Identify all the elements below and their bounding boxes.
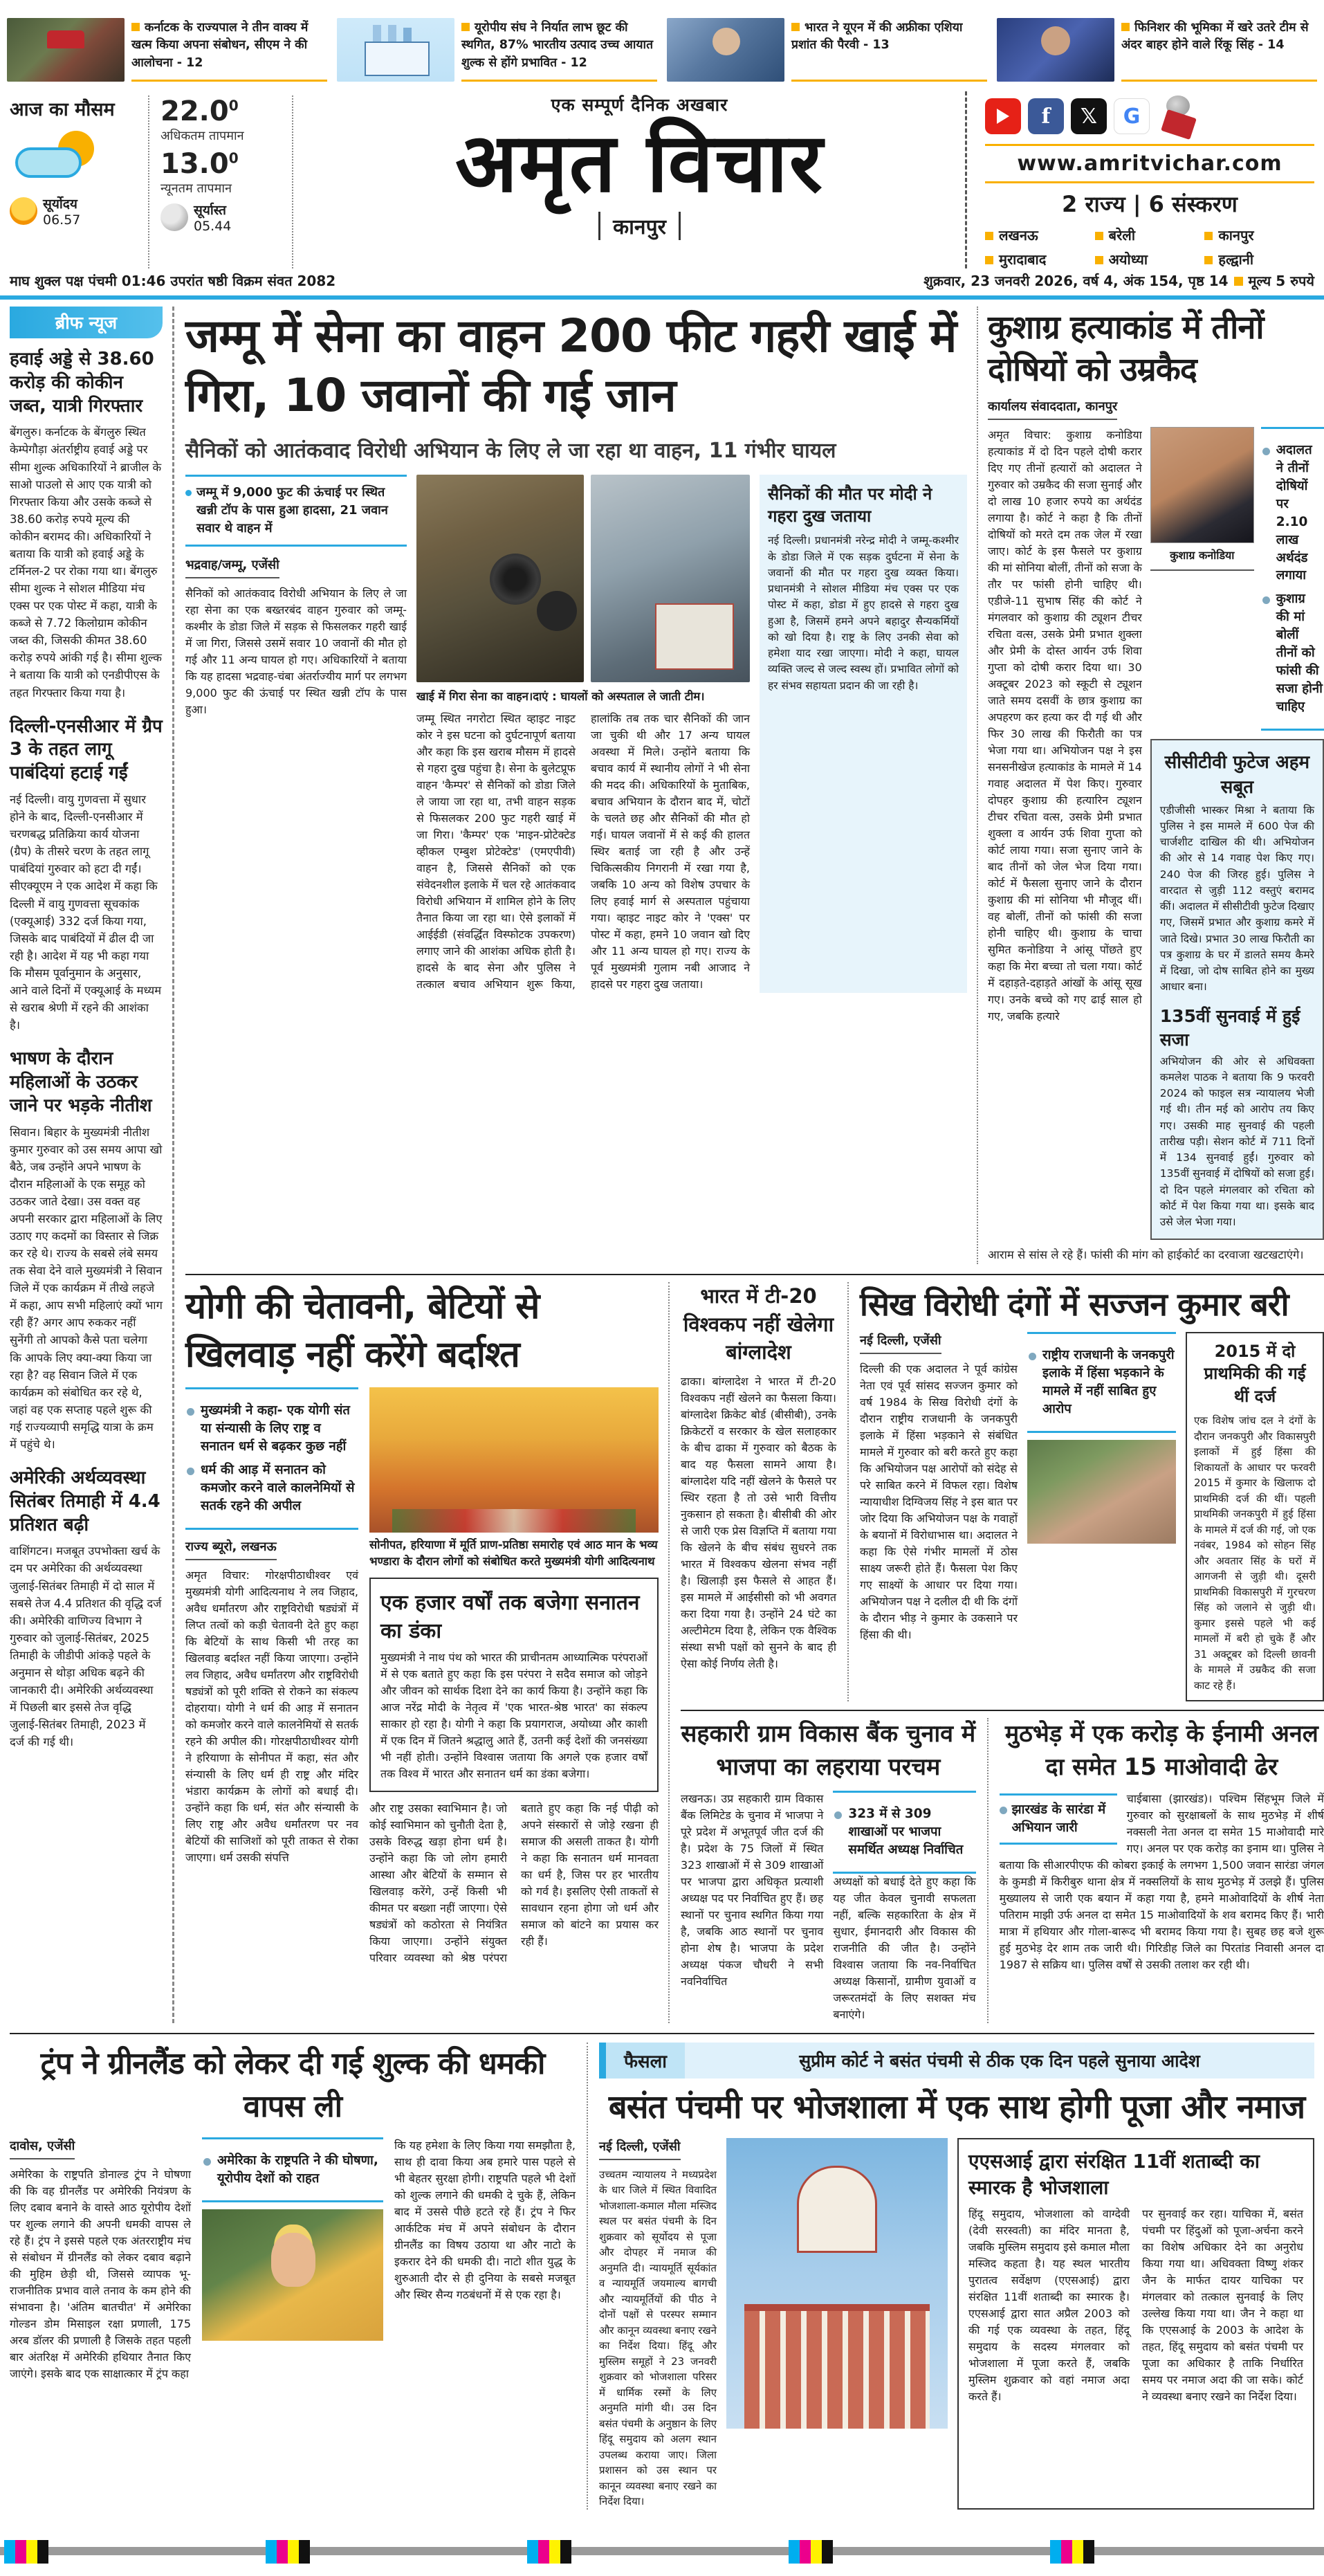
trump-story[interactable] (10, 2043, 588, 2509)
lead-headline: जम्मू में सेना का वाहन 200 फीट गहरी खाई में गिरा, 10 जवानों की गई जान (185, 309, 957, 422)
main-area (174, 307, 1324, 2023)
sidebar-headline: अमेरिकी अर्थव्यवस्था सितंबर तिमाही में 4.4 प्रतिशत बढ़ी (10, 1468, 160, 1535)
trump-bullet-box (202, 2137, 383, 2202)
weather-box (10, 91, 314, 268)
fir-box (1186, 1332, 1324, 1701)
t20-body: ढाका। बांग्लादेश ने भारत में टी-20 विश्वकप नहीं खेलने का फैसला किया। बांग्लादेश क्रिकेट बोर्ड (बीसीबी), उनके क्रिकेटरों व सरकार के खेल सलाहकार के बीच ढाका में गुरुवार को बैठक के बाद यह फैसला सामने आया है। बांग्लादेश यदि नहीं खेलने के फैसले पर स्थिर रहता है तो उसे भारी वित्तीय नुकसान हो सकता है। बीसीबी की ओर से जारी एक प्रेस विज्ञप्ति में बताया गया कि खेलने के बीच संबंध सुधरने तक भारत में विश्वकप खेलना संभव नहीं है। खिलाड़ी इस फैसले से आहत हैं। इस मामले में आईसीसी को भी अवगत करा दिया गया है। उन्होंने 24 घंटे का अल्टीमेटम दिया है, लेकिन एक वैश्विक संस्था सभी पक्षों को सुनने के बाद ही ऐसा कोई निर्णय लेती है। (681, 1374, 836, 1670)
sun-cloud-icon (10, 128, 113, 190)
sajjan-bullet-box (1027, 1332, 1176, 1433)
facebook-icon[interactable]: f (1028, 98, 1064, 134)
crash-site-photo (416, 475, 584, 682)
yogi-photo-caption: सोनीपत, हरियाणा में मूर्ति प्राण-प्रतिष्ठा समारोह एवं आठ मान के भव्य भण्डारा के दौरान लोगों को संबोधित करते मुख्यमंत्री योगी आदित्यनाथ (369, 1538, 658, 1568)
social-icons (985, 95, 1314, 137)
sunrise-label: सूर्योदय (43, 197, 77, 212)
logo-area (314, 91, 965, 268)
bullet-square-icon (131, 23, 140, 31)
coop-body-col2: अध्यक्षों को बधाई देते हुए कहा कि यह जीत केवल चुनावी सफलता नहीं, बल्कि सहकारिता के क्षेत्र में सुधार, ईमानदारी और विकास की राजनीति की जीत है। उन्होंने विश्वास जताया कि नव-निर्वाचित अध्यक्ष किसानों, ग्रामीण युवाओं व जरूरतमंदों के लिए सशक्त मंच बनाएंगे। (833, 1875, 976, 2022)
edition-item: मुरादाबाद (985, 250, 1095, 268)
cctv-evidence-box (1150, 739, 1324, 1241)
top-briefs-strip (0, 0, 1324, 86)
lead-photo-caption: खाई में गिरा सेना का वाहन।दाएं : घायलों को अस्पताल ले जाती टीम। (416, 689, 705, 703)
masthead-rule (0, 295, 1324, 300)
rescue-photo (591, 475, 750, 682)
bhojshala-kicker: सुप्रीम कोर्ट ने बसंत पंचमी से ठीक एक दिन पहले सुनाया आदेश (685, 2043, 1314, 2079)
bhojshala-body: उच्चतम न्यायालय ने मध्यप्रदेश के धार जिले में स्थित विवादित भोजशाला-कमाल मौला मस्जिद स्थल पर बसंत पंचमी के दिन शुक्रवार को सूर्योदय से पूजा और दोपहर में नमाज की अनुमति दी। न्यायमूर्ति सूर्यकांत व न्यायमूर्ति जयमाल्य बागची और न्यायमूर्तियों की पीठ ने दोनों पक्षों से परस्पर सम्मान और कानून व्यवस्था बनाए रखने का निर्देश दिया। हिंदू और मुस्लिम समूहों ने 23 जनवरी शुक्रवार को भोजशाला परिसर में धार्मिक रस्मों के लिए अनुमति मांगी थी। उस दिन बसंत पंचमी के अनुष्ठान के लिए हिंदू समुदाय को अलग स्थान उपलब्ध कराया जाए। जिला प्रशासन को उस स्थान पर कानून व्यवस्था बनाए रखने का निर्देश दिया। (599, 2168, 717, 2508)
trump-body-col2: कि यह हमेशा के लिए किया गया समझौता है, साथ ही दावा किया अब हमारे पास पहले से भी बेहतर सुरक्षा होगी। राष्ट्रपति पहले भी देशों को शुल्क लगाने की धमकी दे चुके हैं, लेकिन बाद में उससे पीछे हटते रहे हैं। ट्रंप ने फिर आर्कटिक मंच में अपने संबोधन के दौरान ग्रीनलैंड का विषय उठाया था और नाटो के इकरार देने की धमकी दी। नाटो शीत युद्ध के शुरुआती दौर से ही दुनिया के सबसे मजबूत और स्थिर सैन्य गठबंधनों में से एक रहा है। (394, 2139, 576, 2302)
asi-box-col1: हिंदू समुदाय, भोजशाला को वाग्देवी (देवी सरस्वती) का मंदिर मानता है, जबकि मुस्लिम समुदाय इसे कमाल मौला मस्जिद कहता है। यह स्थल भारतीय पुरातत्व सर्वेक्षण (एएसआई) द्वारा संरक्षित 11वीं शताब्दी का स्मारक है। एएसआई द्वारा सात अप्रैल 2003 को की गई एक व्यवस्था के तहत, हिंदू समुदाय के सदस्य मंगलवार को भोजशाला में पूजा करते हैं, जबकि मुस्लिम शुक्रवार को वहां नमाज अदा करते हैं। (968, 2207, 1130, 2403)
fir-box-body: एक विशेष जांच दल ने दंगों के दौरान जनकपुरी और विकासपुरी इलाकों में हुई हिंसा की शिकायतों के आधार पर फरवरी 2015 में कुमार के खिलाफ दो प्राथमिकी दर्ज की थीं। पहली प्राथमिकी जनकपुरी में हुई हिंसा के मामले में दर्ज की गई, जो एक नवंबर, 1984 को सोहन सिंह और अवतार सिंह के घरों में आगजनी से जुड़ी थी। दूसरी प्राथमिकी विकासपुरी में गुरचरण सिंह को जलाने से जुड़ी थी। कुमार इससे पहले भी कई मामलों में बरी हो चुके हैं और 31 अक्टूबर को दिल्ली छावनी के मामले में उम्रकैद की सजा काट रहे हैं। (1194, 1414, 1316, 1692)
min-temp-label: न्यूनतम तापमान (160, 181, 232, 196)
cmyk-registration-mark (527, 2540, 571, 2564)
modi-reaction-box[interactable] (760, 475, 967, 993)
t20-story[interactable] (681, 1282, 836, 1701)
yogi-story[interactable] (185, 1282, 670, 2023)
top-brief-1[interactable] (7, 18, 327, 82)
brief-news-tab: ब्रीफ न्यूज (10, 307, 163, 338)
sidebar-story-nitish[interactable] (10, 1048, 163, 1453)
governor-photo (7, 18, 125, 82)
top-brief-text: कर्नाटक के राज्यपाल ने तीन वाक्य में खत्म किया अपना संबोधन, सीएम ने की आलोचना - 12 (131, 18, 327, 82)
sanatan-box-body: मुख्यमंत्री ने नाथ पंथ को भारत की प्राचीनतम आध्यात्मिक परंपराओं में से एक बताते हुए कहा कि इस परंपरा ने सदैव समाज को जोड़ने और जीवन को सार्थक दिशा देने का कार्य किया है। उन्होंने कहा कि आज नरेंद्र मोदी के नेतृत्व में 'एक भारत-श्रेष्ठ भारत' का संकल्प साकार हो रहा है। योगी ने कहा कि प्रयागराज, अयोध्या और काशी में एक दिन में जितने श्रद्धालु आते हैं, उतनी कई देशों की जनसंख्या भी नहीं होती। उन्होंने विश्वास जताया कि अगले एक हजार वर्षों तक विश्व में भारत और सनातन धर्म का डंका बजेगा। (380, 1650, 647, 1780)
trump-byline: दावोस, एजेंसी (10, 2137, 75, 2159)
editions-list (985, 226, 1314, 268)
press-mic-icon (1157, 95, 1201, 137)
asi-box (957, 2138, 1314, 2510)
t20-headline: भारत में टी-20 विश्वकप नहीं खेलेगा बांग्लादेश (683, 1284, 834, 1364)
hearing-box-headline: 135वीं सुनवाई में हुई सजा (1159, 1005, 1300, 1050)
kushagra-body: अमृत विचार: कुशाग्र कनोडिया हत्याकांड में दो दिन पहले दोषी करार दिए गए तीनों हत्यारों को अदालत ने गुरुवार को उम्रकैद की सजा सुनाई और दो लाख 10 हजार रुपये का अर्थदंड लगाया है। कोर्ट ने कहा है कि तीनों दोषियों को मरते दम तक जेल में रखा जाए। कोर्ट के इस फैसले पर कुशाग्र की मां सोनिया बोलीं, तीनों को सजा के तौर पर फांसी होनी चाहिए थी। एडीजे-11 सुभाष सिंह की कोर्ट ने मंगलवार को कुशाग्र की ट्यूशन टीचर रचिता वत्स, उसके प्रेमी प्रभात शुक्ला और प्रेमी के दोस्त आर्यन उर्फ शिवा गुप्ता को दोषी करार दिया था। 30 अक्टूबर 2023 को स्कूटी से ट्यूशन जाते समय दसवीं के छात्र कुशाग्र का अपहरण कर हत्या कर दी गई थी और फिर 30 लाख की फिरौती का पत्र भेजा गया था। अभियोजन पक्ष ने इस सनसनीखेज हत्याकांड के मामले में 14 गवाह अदालत में पेश किए। गुरुवार दोपहर कुशाग्र की हत्यारिन ट्यूशन टीचर रचिता वत्स, उसके प्रेमी प्रभात शुक्ला व आर्यन उर्फ शिवा गुप्ता को कोर्ट लाया गया। सजा सुनाए जाने के बाद तीनों को जेल भेज दिया गया। कोर्ट में फैसला सुनाए जाने के दौरान कुशाग्र की मां सोनिया भी मौजूद थीं। वह बोलीं, तीनों को फांसी की सजा होनी चाहिए थी। कुशाग्र के चाचा सुमित कनोडिया ने आंसू पोंछते हुए कहा कि मेरा बच्चा तो चला गया। कोर्ट में दहाड़ते-दहाड़ते आंखों के आंसू सूख गए। उनके बच्चे को गए ढाई साल हो गए, जबकि हत्यारे (988, 428, 1142, 1023)
sunset-time: 05.44 (194, 219, 232, 234)
sidebar-headline: दिल्ली-एनसीआर में ग्रैप 3 के तहत लागू पाबंदियां हटाई गईं (10, 715, 163, 784)
registration-bar (0, 2547, 1324, 2555)
top-brief-2[interactable] (337, 18, 657, 82)
edition-item: हल्द्वानी (1204, 250, 1314, 268)
kushagra-foot-text: आराम से सांस ले रहे हैं। फांसी की मांग को हाईकोर्ट का दरवाजा खटखटाएंगे। (988, 1248, 1304, 1262)
sajjan-headline: सिख विरोधी दंगों में सज्जन कुमार बरी (860, 1286, 1289, 1324)
lead-story[interactable] (185, 307, 978, 1264)
paper-logo: अमृत विचार (455, 115, 824, 210)
bullet-square-icon (791, 23, 800, 31)
trump-photo (202, 2209, 383, 2341)
cctv-box-body: एडीजीसी भास्कर मिश्रा ने बताया कि पुलिस ने इस मामले में 600 पेज की चार्जशीट दाखिल की थी। अभियोजन की ओर से 14 गवाह पेश किए गए। 240 पेज की जिरह हुई। पुलिस ने वारदात से जुड़ी 112 वस्तुएं बरामद कीं। अदालत में सीसीटीवी फुटेज दिखाए गए, जिसमें प्रभात और कुशाग्र कमरे में जाते दिखे। प्रभात 30 लाख फिरौती का पत्र कुशाग्र के घर में डालते समय कैमरे में दिखा, जो दोष साबित होने का मुख्य आधार बना। (1159, 803, 1314, 994)
supreme-court-photo (726, 2138, 948, 2429)
kushagra-bullets (1261, 427, 1324, 730)
cctv-box-headline: सीसीटीवी फुटेज अहम सबूत (1164, 751, 1310, 798)
page-body (0, 307, 1324, 2023)
coop-bank-story[interactable] (681, 1718, 976, 2023)
moon-icon (160, 203, 188, 231)
yogi-headline: योगी की चेतावनी, बेटियों से खिलवाड़ नहीं करेंगे बर्दाश्त (185, 1286, 540, 1376)
max-temp-label: अधिकतम तापमान (160, 129, 244, 143)
coop-bullet-box (833, 1791, 975, 1874)
yogi-bullets (185, 1387, 358, 1529)
middle-right (670, 1282, 1324, 2023)
top-brief-text: फिनिशर की भूमिका में खरे उतरे टीम से अंदर बाहर होने वाले रिंकू सिंह - 14 (1121, 18, 1317, 82)
hearing-box-body: अभियोजन की ओर से अधिवक्ता कमलेश पाठक ने बताया कि 9 फरवरी 2024 को फाइल सत्र न्यायालय भेजी गई थी। तीन मई को आरोप तय किए गए। उसकी माह सुनवाई की पहली तारीख पड़ी। सेशन कोर्ट में 711 दिनों में 134 सुनवाई हुईं। गुरुवार को 135वीं सुनवाई में दोषियों को सजा हुई। दो दिन पहले मंगलवार को रचिता को कोर्ट में पेश किया गया था। इसके बाद उसे जेल भेजा गया। (1159, 1054, 1314, 1229)
un-diplomat-photo (667, 18, 784, 82)
cmyk-registration-mark (1050, 2540, 1094, 2564)
bullet-square-icon (1121, 23, 1130, 31)
sunset-label: सूर्यास्त (194, 203, 227, 218)
bullet-square-icon (461, 23, 470, 31)
maoist-story[interactable] (987, 1718, 1324, 2023)
sanatan-box (369, 1578, 659, 1792)
bullet-item: अदालत ने तीनों दोषियों पर 2.10 लाख अर्थदंड लगाया (1262, 441, 1323, 585)
cricketer-photo (997, 18, 1114, 82)
sidebar-body: बेंगलुरु। कर्नाटक के बेंगलुरु स्थित केम्पेगौड़ा अंतर्राष्ट्रीय हवाई अड्डे पर सीमा शुल्क अधिकारियों ने ब्राजील के साओ पाउलो से आए एक यात्री को गिरफ्तार किया और उसके कब्जे से 38.60 करोड़ रुपये मूल्य की कोकीन बरामद की। अधिकारियों ने बताया कि यात्री को हवाई अड्डे के टर्मिनल-2 पर रोका गया था। बेंगलुरु सीमा शुल्क ने सोशल मीडिया मंच एक्स पर एक पोस्ट में कहा, यात्री के कब्जे से 7.72 किलोग्राम कोकीन जब्त की, जिसकी कीमत 38.60 करोड़ रुपये आंकी गई है। सीमा शुल्क ने बताया कि यात्री को एनडीपीएस के तहत गिरफ्तार किया गया है। (10, 426, 162, 700)
maoist-headline: मुठभेड़ में एक करोड़ के ईनामी अनल दा समेत 15 माओवादी ढेर (1004, 1720, 1318, 1781)
min-temp: 13.0$^0$ (160, 148, 239, 180)
kushagra-byline: कार्यालय संवाददाता, कानपुर (988, 398, 1117, 420)
bhojshala-headline: बसंत पंचमी पर भोजशाला में एक साथ होगी पूजा और नमाज (608, 2088, 1305, 2127)
editions-count: 2 राज्य | 6 संस्करण (1062, 191, 1238, 217)
bullet-item: मुख्यमंत्री ने कहा- एक योगी संत या संन्यासी के लिए राष्ट्र व सनातन धर्म से बढ़कर कुछ नहीं (187, 1402, 357, 1456)
sidebar-story-grap[interactable] (10, 715, 163, 1034)
lead-pointer-box: जम्मू में 9,000 फुट की ऊंचाई पर स्थित खन्नी टॉप के पास हुआ हादसा, 21 जवान सवार थे वाहन में (185, 475, 407, 547)
coop-headline: सहकारी ग्राम विकास बैंक चुनाव में भाजपा का लहराया परचम (681, 1720, 976, 1781)
max-temp: 22.0$^0$ (160, 95, 239, 127)
sunrise-icon (10, 197, 37, 225)
sanatan-box-headline: एक हजार वर्षों तक बजेगा सनातन का डंका (380, 1590, 640, 1643)
website-url[interactable]: www.amritvichar.com (985, 144, 1314, 183)
sajjan-body: दिल्ली की एक अदालत ने पूर्व कांग्रेस नेता एवं पूर्व सांसद सज्जन कुमार को वर्ष 1984 के सिख विरोधी दंगों के दौरान राष्ट्रीय राजधानी के जनकपुरी इलाके में हिंसा भड़काने से संबंधित मामले में गुरुवार को बरी करते हुए कहा कि अभियोजन पक्ष आरोपों को संदेह से परे साबित करने में विफल रहा। विशेष न्यायाधीश दिग्विजय सिंह ने इस बात पर जोर दिया कि अभियोजन पक्ष के गवाहों के बयानों में विरोधाभास था। अदालत ने कहा कि ऐसे गंभीर मामलों में ठोस साक्ष्य जरूरी होते हैं। फैसला पेश किए गए साक्ष्यों के आधार पर दिया गया। अभियोजन पक्ष ने दलील दी थी कि दंगों के दौरान भीड़ ने कुमार के उकसाने पर हिंसा की थी। (860, 1362, 1018, 1642)
bullet-item: कुशाग्र की मां बोलीं तीनों को फांसी की सजा होनी चाहिए (1262, 590, 1323, 715)
bhojshala-byline: नई दिल्ली, एजेंसी (599, 2138, 681, 2160)
lead-subhead: सैनिकों को आतंकवाद विरोधी अभियान के लिए ले जा रहा था वाहन, 11 गंभीर घायल (185, 438, 836, 463)
bullet-item: धर्म की आड़ में सनातन को कमजोर करने वाले कालनेमियों से सतर्क रहने की अपील (187, 1461, 357, 1515)
weather-title: आज का मौसम (10, 99, 115, 120)
coop-body-col1: लखनऊ। उप्र सहकारी ग्राम विकास बैंक लिमिटेड के चुनाव में भाजपा ने पूरे प्रदेश में अभूतपूर्व जीत दर्ज की है। प्रदेश के 75 जिलों में स्थित 323 शाखाओं में से 309 शाखाओं पर भाजपा द्वारा अधिकृत प्रत्याशी अध्यक्ष पद पर निर्वाचित हुए हैं। छह स्थानों पर चुनाव स्थगित किया गया है, जबकि आठ स्थानों पर चुनाव होना शेष है। भाजपा के प्रदेश अध्यक्ष पंकज चौधरी ने सभी नवनिर्वाचित (681, 1792, 824, 1989)
kushagra-headline: कुशाग्र हत्याकांड में तीनों दोषियों को उम्रकैद (988, 309, 1264, 390)
edition-item: लखनऊ (985, 226, 1095, 244)
factory-illustration (337, 18, 454, 82)
sunrise-time: 06.57 (43, 212, 81, 228)
bhojshala-story[interactable] (588, 2043, 1314, 2509)
sajjan-kumar-photo (1027, 1440, 1176, 1544)
sidebar-headline: हवाई अड्डे से 38.60 करोड़ की कोकीन जब्त, यात्री गिरफ्तार (10, 349, 154, 417)
youtube-icon[interactable] (985, 98, 1021, 134)
yogi-byline: राज्य ब्यूरो, लखनऊ (185, 1538, 277, 1560)
lead-body-cols: जम्मू स्थित नगरोटा स्थित व्हाइट नाइट कोर ने इस घटना को दुर्घटनापूर्ण बताया और कहा कि इस खराब मौसम में हादसे से गहरा दुख पहुंचा है। सेना के बुलेटप्रूफ वाहन 'कैम्पर' से सैनिकों को डोडा जिले ले जाया जा रहा था, तभी वाहन सड़क से फिसलकर 200 फुट गहरी खाई में जा गिरा। 'कैम्पर' एक 'माइन-प्रोटेक्टेड व्हीकल एम्बुश प्रोटेक्टेड' (एमएपीवी) वाहन है, जिससे सैनिकों को एक संवेदनशील इलाके में चल रहे आतंकवाद विरोधी अभियान में शामिल होने के लिए तैनात किया जा रहा था। ऐसे इलाकों में आईईडी (संवर्द्धित विस्फोटक उपकरण) लगाए जाने की आशंका अधिक होती है। हादसे के बाद सेना और पुलिस ने तत्काल बचाव अभियान शुरू किया, हालांकि तब तक चार सैनिकों की जान जा चुकी थी और 17 अन्य घायल अवस्था में मिले। उन्होंने बताया कि बचाव कार्य में स्थानीय लोगों ने भी सेना की मदद की। अधिकारियों के मुताबिक, बचाव अभियान के दौरान बाद में, चोटों के चलते छह और सैनिकों की मौत हो गई। घायल जवानों में से कई की हालत स्थिर बताई जा रही है और उन्हें चिकित्सकीय निगरानी में रखा गया है, जबकि 10 अन्य को विशेष उपचार के लिए हवाई मार्ग से अस्पताल पहुंचाया गया। व्हाइट नाइट कोर ने 'एक्स' पर पोस्ट में कहा, हमने 10 जवान खो दिए और 11 अन्य घायल हो गए। राज्य के पूर्व मुख्यमंत्री गुलाम नबी आजाद ने हादसे पर गहरा दुख जताया। (416, 711, 750, 991)
kushagra-portrait-photo (1150, 427, 1254, 543)
bottom-band (10, 2033, 1314, 2509)
modi-box-headline: सैनिकों की मौत पर मोदी ने गहरा दुख जताया (768, 484, 932, 526)
maoist-body: चाईबासा (झारखंड)। पश्चिम सिंहभूम जिले में गुरुवार को सुरक्षाबलों के साथ मुठभेड़ में शीर्ष नक्सली नेता अनल दा समेत 15 माओवादी मारे गए। अनल पर एक करोड़ का इनाम था। पुलिस ने बताया कि सीआरपीएफ की कोबरा इकाई के लगभग 1,500 जवान सारंडा जंगल के कुमडी में किरीबुरु थाना क्षेत्र में नक्सलियों के साथ मुठभेड़ में उलझे हैं। पुलिस मुख्यालय से जारी एक बयान में कहा गया है, हमने माओवादियों के शीर्ष नेता पतिराम माझी उर्फ अनल दा समेत 15 माओवादियों के शव बरामद किए हैं। भारी मात्रा में हथियार और गोला-बारूद भी बरामद किया गया है। सुबह छह बजे शुरू हुई मुठभेड़ देर शाम तक जारी थी। गिरिडीह जिले का पिरतांड निवासी अनल दा 1987 से सक्रिय था। पुलिस वर्षों से उसकी तलाश कर रही थी। (999, 1792, 1324, 1972)
top-brief-4[interactable] (997, 18, 1317, 82)
sajjan-byline: नई दिल्ली, एजेंसी (860, 1332, 941, 1354)
trump-body-col1: अमेरिका के राष्ट्रपति डोनाल्ड ट्रंप ने घोषणा की कि वह ग्रीनलैंड पर अमेरिकी नियंत्रण के लिए दबाव बनाने के वास्ते आठ यूरोपीय देशों पर शुल्क लगाने की अपनी धमकी वापस ले रहे हैं। ट्रंप ने इससे पहले एक अंतरराष्ट्रीय मंच से संबोधन में ग्रीनलैंड को लेकर दबाव बढ़ाने की मुहिम छेड़ी थी, जिससे व्यापक भू-राजनीतिक प्रभाव वाले तनाव के कम होने की संभावना है। 'अंतिम बातचीत' में अमेरिका गोल्डन डोम मिसाइल रक्षा प्रणाली, 175 अरब डॉलर की प्रणाली है जिसके तहत पहली बार अंतरिक्ष में अमेरिकी हथियार तैनात किए जाएंगे। इसके बाद एक साक्षात्कार में ट्रंप कहा (10, 2168, 191, 2381)
sidebar-headline: भाषण के दौरान महिलाओं के उठकर जाने पर भड़के नीतीश (10, 1048, 152, 1116)
verdict-tab: फैसला (599, 2043, 685, 2079)
asi-box-col2: पर सुनवाई कर रहा। याचिका में, बसंत पंचमी पर हिंदुओं को पूजा-अर्चना करने का विशेष अधिकार देने का अनुरोध किया गया था। अधिवक्ता विष्णु शंकर जैन के मार्फत दायर याचिका पर मंगलवार को तत्काल सुनवाई के लिए उल्लेख किया गया था। जैन ने कहा था कि एएसआई के 2003 के आदेश के तहत, हिंदू समुदाय को बसंत पंचमी पर पूजा का अधिकार है ताकि निर्धारित समय पर नमाज अदा की जा सके। कोर्ट ने व्यवस्था बनाए रखने का निर्देश दिया। (1142, 2207, 1303, 2403)
asi-box-headline: एएसआई द्वारा संरक्षित 11वीं शताब्दी का स्मारक है भोजशाला (968, 2149, 1260, 2199)
yogi-event-photo (369, 1387, 659, 1533)
paper-tagline: एक सम्पूर्ण दैनिक अखबार (551, 95, 728, 115)
edition-item: कानपुर (1204, 226, 1314, 244)
sidebar-story-cocaine[interactable] (10, 348, 163, 702)
print-registration-footer (0, 2528, 1324, 2576)
top-brief-text: यूरोपीय संघ ने निर्यात लाभ छूट की स्थगित, 87% भारतीय उत्पाद उच्च आयात शुल्क से होंगे प्रभावित - 12 (461, 18, 657, 82)
masthead-right (965, 91, 1314, 268)
bullet-item: 323 में से 309 शाखाओं पर भाजपा समर्थित अध्यक्ष निर्वाचित (834, 1805, 974, 1859)
sajjan-story[interactable] (847, 1282, 1324, 1701)
sidebar-story-us-economy[interactable] (10, 1467, 163, 1751)
cmyk-registration-mark (4, 2540, 48, 2564)
modi-box-body: नई दिल्ली। प्रधानमंत्री नरेन्द्र मोदी ने जम्मू-कश्मीर के डोडा जिले में एक सड़क दुर्घटना में सेना के जवानों की मौत पर गहरा दुख व्यक्त किया। प्रधानमंत्री ने सोशल मीडिया मंच एक्स पर एक पोस्ट में कहा, डोडा में हुए हादसे से गहरा दुख हुआ है, जिसमें हमने अपने बहादुर सैन्यकर्मियों को खो दिया है। राष्ट्र के लिए उनकी सेवा को हमेशा याद रखा जाएगा। मोदी ने कहा, घायल व्यक्ति जल्द से जल्द स्वस्थ हों। प्रभावित लोगों को हर संभव सहायता प्रदान की जा रही है। (768, 534, 959, 692)
lead-body-col1: सैनिकों को आतंकवाद विरोधी अभियान के लिए ले जा रहा सेना का एक बख्तरबंद वाहन गुरुवार को जम्मू-कश्मीर के डोडा जिले में सड़क से फिसलकर गहरी खाई में जा गिरा, जिससे उसमें सवार 10 जवानों की मौत हो गई और 11 अन्य घायल हो गए। अधिकारियों ने बताया कि यह हादसा भद्रवाह-चंबा अंतर्राज्यीय मार्ग पर लगभग 9,000 फुट की ऊंचाई पर स्थित खन्नी टॉप के पास हुआ। (185, 586, 407, 716)
google-icon[interactable]: G (1114, 98, 1150, 134)
brief-news-sidebar (10, 307, 174, 2023)
panchang-text: माघ शुक्ल पक्ष पंचमी 01:46 उपरांत षष्ठी विक्रम संवत 2082 (10, 273, 336, 289)
bullet-item: अमेरिका के राष्ट्रपति ने की घोषणा, यूरोपीय देशों को राहत (203, 2152, 382, 2188)
cmyk-registration-mark (789, 2540, 833, 2564)
yogi-lead-text: अमृत विचार: गोरक्षपीठाधीश्वर एवं मुख्यमंत्री योगी आदित्यनाथ ने लव जिहाद, अवैध धर्मांतरण और राष्ट्रविरोधी षड्यंत्रों में लिप्त तत्वों को कड़ी चेतावनी देते हुए कहा कि बेटियों के साथ किसी भी तरह का खिलवाड़ बर्दाश्त नहीं किया जाएगा। उन्होंने लव जिहाद, अवैध धर्मांतरण और राष्ट्रविरोधी षड्यंत्रों को पूरी शक्ति से रोकने का संकल्प दोहराया। योगी ने धर्म की आड़ में सनातन को कमजोर करने वाले कालनेमियों से सतर्क रहने की अपील की। गोरक्षपीठाधीश्वर योगी ने हरियाणा के सोनीपत में कहा, संत और संन्यासी के लिए धर्म ही राष्ट्र और मंदिर भंडारा कार्यक्रम के लोगों को बधाई दी। उन्होंने कहा कि धर्म, संत और संन्यासी के लिए राष्ट्र और अवैध धर्मांतरण पर नव बेटियों की साजिशों को पूरी ताकत से रोका जाएगा। धर्म उसकी संपत्ति (185, 1568, 358, 1864)
edition-item: अयोध्या (1095, 250, 1205, 268)
cmyk-registration-mark (266, 2540, 310, 2564)
edition-city: कानपुर (598, 212, 681, 240)
edition-item: बरेली (1095, 226, 1205, 244)
lead-byline: भद्रवाह/जम्मू, एजेंसी (185, 556, 279, 578)
kushagra-story[interactable] (978, 307, 1324, 1264)
date-price: शुक्रवार, 23 जनवरी 2026, वर्ष 4, अंक 154, पृष्ठ 14 मूल्य 5 रुपये (923, 273, 1314, 289)
price-square-icon (1234, 277, 1243, 286)
sidebar-body: सिवान। बिहार के मुख्यमंत्री नीतीश कुमार गुरुवार को उस समय आपा खो बैठे, जब उन्होंने अपने भाषण के दौरान महिलाओं के एक समूह को उठकर जाते देखा। उस वक्त वह अपनी सरकार द्वारा महिलाओं के लिए उठाए गए कदमों का विस्तार से जिक्र कर रहे थे। राज्य के सबसे लंबे समय तक सेवा देने वाले मुख्यमंत्री ने सिवान जिले में एक कार्यक्रम में तीखे लहजे में कहा, आप सभी महिलाएं क्यों भाग रही हैं? अगर आप रुककर नहीं सुनेंगी तो आपको कैसे पता चलेगा कि आपके लिए क्या-क्या किया जा रहा है? वह सिवान जिले में एक कार्यक्रम को संबोधित कर रहे थे, जहां वह एक सप्ताह पहले शुरू की गई राज्यव्यापी समृद्धि यात्रा के क्रम में पहुंचे थे। (10, 1125, 163, 1451)
x-twitter-icon[interactable]: 𝕏 (1071, 98, 1107, 134)
sidebar-body: नई दिल्ली। वायु गुणवत्ता में सुधार होने के बाद, दिल्ली-एनसीआर में चरणबद्ध प्रतिक्रिया कार्य योजना (ग्रैप) के तीसरे चरण के तहत लागू पाबंदियां गुरुवार को हटा दी गईं। सीएक्यूएम ने एक आदेश में कहा कि दिल्ली में वायु गुणवत्ता सूचकांक (एक्यूआई) 332 दर्ज किया गया, जिसके बाद पाबंदियों में ढील दी जा रही है। आदेश में यह भी कहा गया कि मौसम पूर्वानुमान के अनुसार, आने वाले दिनों में एक्यूआई के मध्यम से खराब श्रेणी में रहने की आशंका है। (10, 793, 162, 1032)
top-brief-text: भारत ने यूएन में की अफ्रीका एशिया प्रशांत की पैरवी - 13 (791, 18, 987, 82)
sidebar-body: वाशिंगटन। मजबूत उपभोक्ता खर्च के दम पर अमेरिका की अर्थव्यवस्था जुलाई-सितंबर तिमाही में दो साल में सबसे तेज 4.4 प्रतिशत की वृद्धि दर्ज की। अमेरिकी वाणिज्य विभाग ने गुरुवार को जुलाई-सितंबर, 2025 तिमाही के जीडीपी आंकड़े पहले के अनुमान से थोड़ा अधिक बढ़ने की जानकारी दी। अमेरिकी अर्थव्यवस्था में पिछली बार इससे तेज वृद्धि जुलाई-सितंबर तिमाही, 2023 में दर्ज की गई थी। (10, 1544, 162, 1749)
dateline (0, 268, 1324, 295)
masthead (0, 86, 1324, 268)
trump-headline: ट्रंप ने ग्रीनलैंड को लेकर दी गई शुल्क की धमकी वापस ली (40, 2046, 545, 2124)
kushagra-photo-caption: कुशाग्र कनोडिया (1150, 543, 1254, 571)
yogi-body-cols: और राष्ट्र उसका स्वाभिमान है। जो कोई स्वाभिमान को चुनौती देता है, उसके विरुद्ध खड़ा होना धर्म है। उन्होंने कहा कि जो लोग हमारी आस्था और बेटियों के सम्मान से खिलवाड़ करेंगे, उन्हें किसी भी कीमत पर बख्शा नहीं जाएगा। ऐसे षड्यंत्रों को कठोरता से नियंत्रित किया जाएगा। उन्होंने संयुक्त परिवार व्यवस्था को श्रेष्ठ परंपरा बताते हुए कहा कि नई पीढ़ी को अपने संस्कारों से जोड़े रखना ही समाज की असली ताकत है। योगी ने कहा कि सनातन धर्म मानवता का धर्म है, जिस पर हर भारतीय को गर्व है। इसलिए ऐसी ताकतों से सावधान रहना होगा जो धर्म और समाज को बांटने का प्रयास कर रही हैं। (369, 1801, 659, 1964)
maoist-bullet-box: झारखंड के सारंडा में अभियान जारी (1000, 1793, 1117, 1845)
fir-box-headline: 2015 में दो प्राथमिकी की गई थीं दर्ज (1204, 1342, 1306, 1406)
top-brief-3[interactable] (667, 18, 987, 82)
bullet-item: राष्ट्रीय राजधानी के जनकपुरी इलाके में हिंसा भड़काने के मामले में नहीं साबित हुए आरोप (1029, 1346, 1175, 1418)
